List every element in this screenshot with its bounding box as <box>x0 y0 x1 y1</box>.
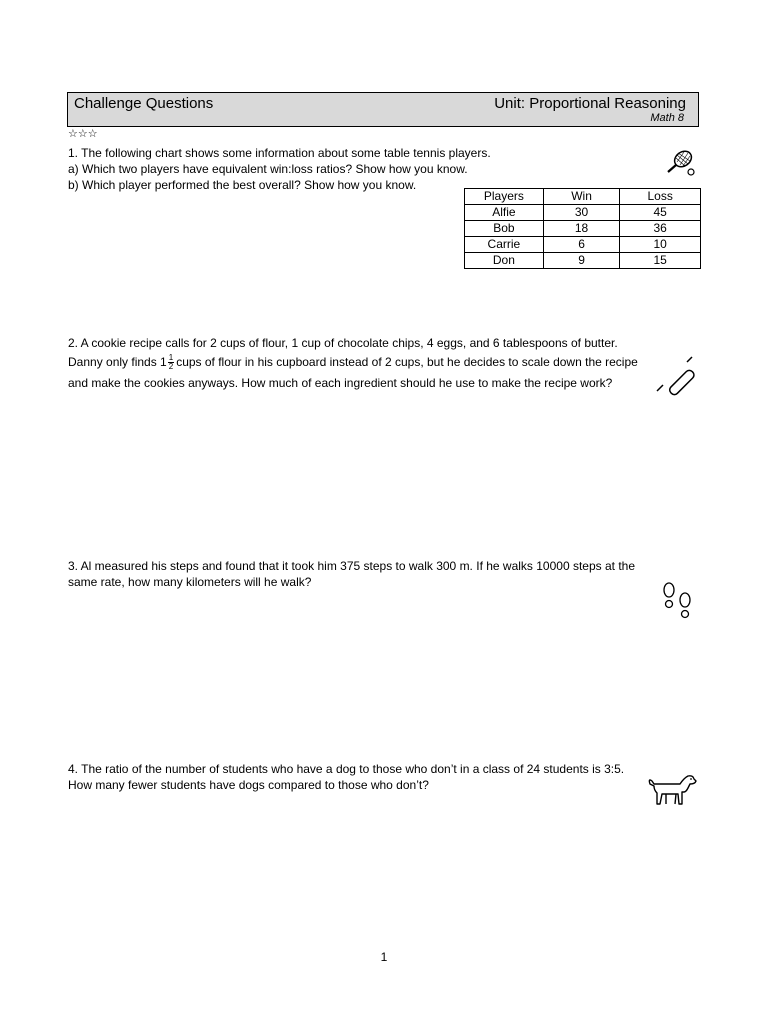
loss-count: 15 <box>620 253 701 269</box>
column-header-players: Players <box>465 189 544 205</box>
loss-count: 45 <box>620 205 701 221</box>
worksheet-title: Challenge Questions <box>74 95 214 112</box>
unit-title: Unit: Proportional Reasoning <box>494 95 686 112</box>
win-count: 18 <box>543 221 620 237</box>
q1-intro: 1. The following chart shows some information about some table tennis players. <box>68 146 491 160</box>
table-header-row <box>465 189 701 205</box>
loss-count: 36 <box>620 221 701 237</box>
q2-line-2 <box>68 354 638 371</box>
q4-line-1: 4. The ratio of the number of students who have a dog to those who don’t in a class of 24 students is 3:5. <box>68 762 625 776</box>
dog-icon <box>646 772 698 808</box>
q3-line-2: same rate, how many kilometers will he walk? <box>68 575 312 589</box>
table-row <box>465 221 701 237</box>
player-name: Bob <box>465 221 544 237</box>
q1-part-b: b) Which player performed the best overall? Show how you know. <box>68 178 417 192</box>
rolling-pin-icon <box>652 352 698 396</box>
fraction-denominator: 2 <box>168 362 174 372</box>
q3-line-1: 3. Al measured his steps and found that it took him 375 steps to walk 300 m. If he walks 10000 steps at the <box>68 559 635 573</box>
difficulty-stars: ☆☆☆ <box>68 128 98 140</box>
q2-line-2-end: cups of flour in his cupboard instead of 2 cups, but he decides to scale down the recipe <box>176 355 638 369</box>
player-name: Alfie <box>465 205 544 221</box>
tennis-racket-icon <box>664 148 698 178</box>
player-name: Carrie <box>465 237 544 253</box>
q2-line-1: 2. A cookie recipe calls for 2 cups of flour, 1 cup of chocolate chips, 4 eggs, and 6 tablespoons of butter. <box>68 336 618 350</box>
page-number: 1 <box>380 950 388 964</box>
q2-line-3: and make the cookies anyways. How much of each ingredient should he use to make the recipe work? <box>68 376 613 390</box>
footprints-icon <box>660 582 696 622</box>
course-label: Math 8 <box>650 112 684 124</box>
loss-count: 10 <box>620 237 701 253</box>
header-box <box>67 92 699 127</box>
win-count: 6 <box>543 237 620 253</box>
fraction-numerator: 1 <box>168 353 174 363</box>
column-header-loss: Loss <box>620 189 701 205</box>
q2-line-2-start: Danny only finds 1 <box>68 355 167 369</box>
column-header-win: Win <box>543 189 620 205</box>
win-count: 9 <box>543 253 620 269</box>
players-table <box>464 188 701 269</box>
mixed-number-fraction <box>168 354 174 371</box>
table-row <box>465 205 701 221</box>
table-row <box>465 237 701 253</box>
table-row <box>465 253 701 269</box>
win-count: 30 <box>543 205 620 221</box>
q4-line-2: How many fewer students have dogs compared to those who don’t? <box>68 778 429 792</box>
q1-part-a: a) Which two players have equivalent win:loss ratios? Show how you know. <box>68 162 468 176</box>
player-name: Don <box>465 253 544 269</box>
